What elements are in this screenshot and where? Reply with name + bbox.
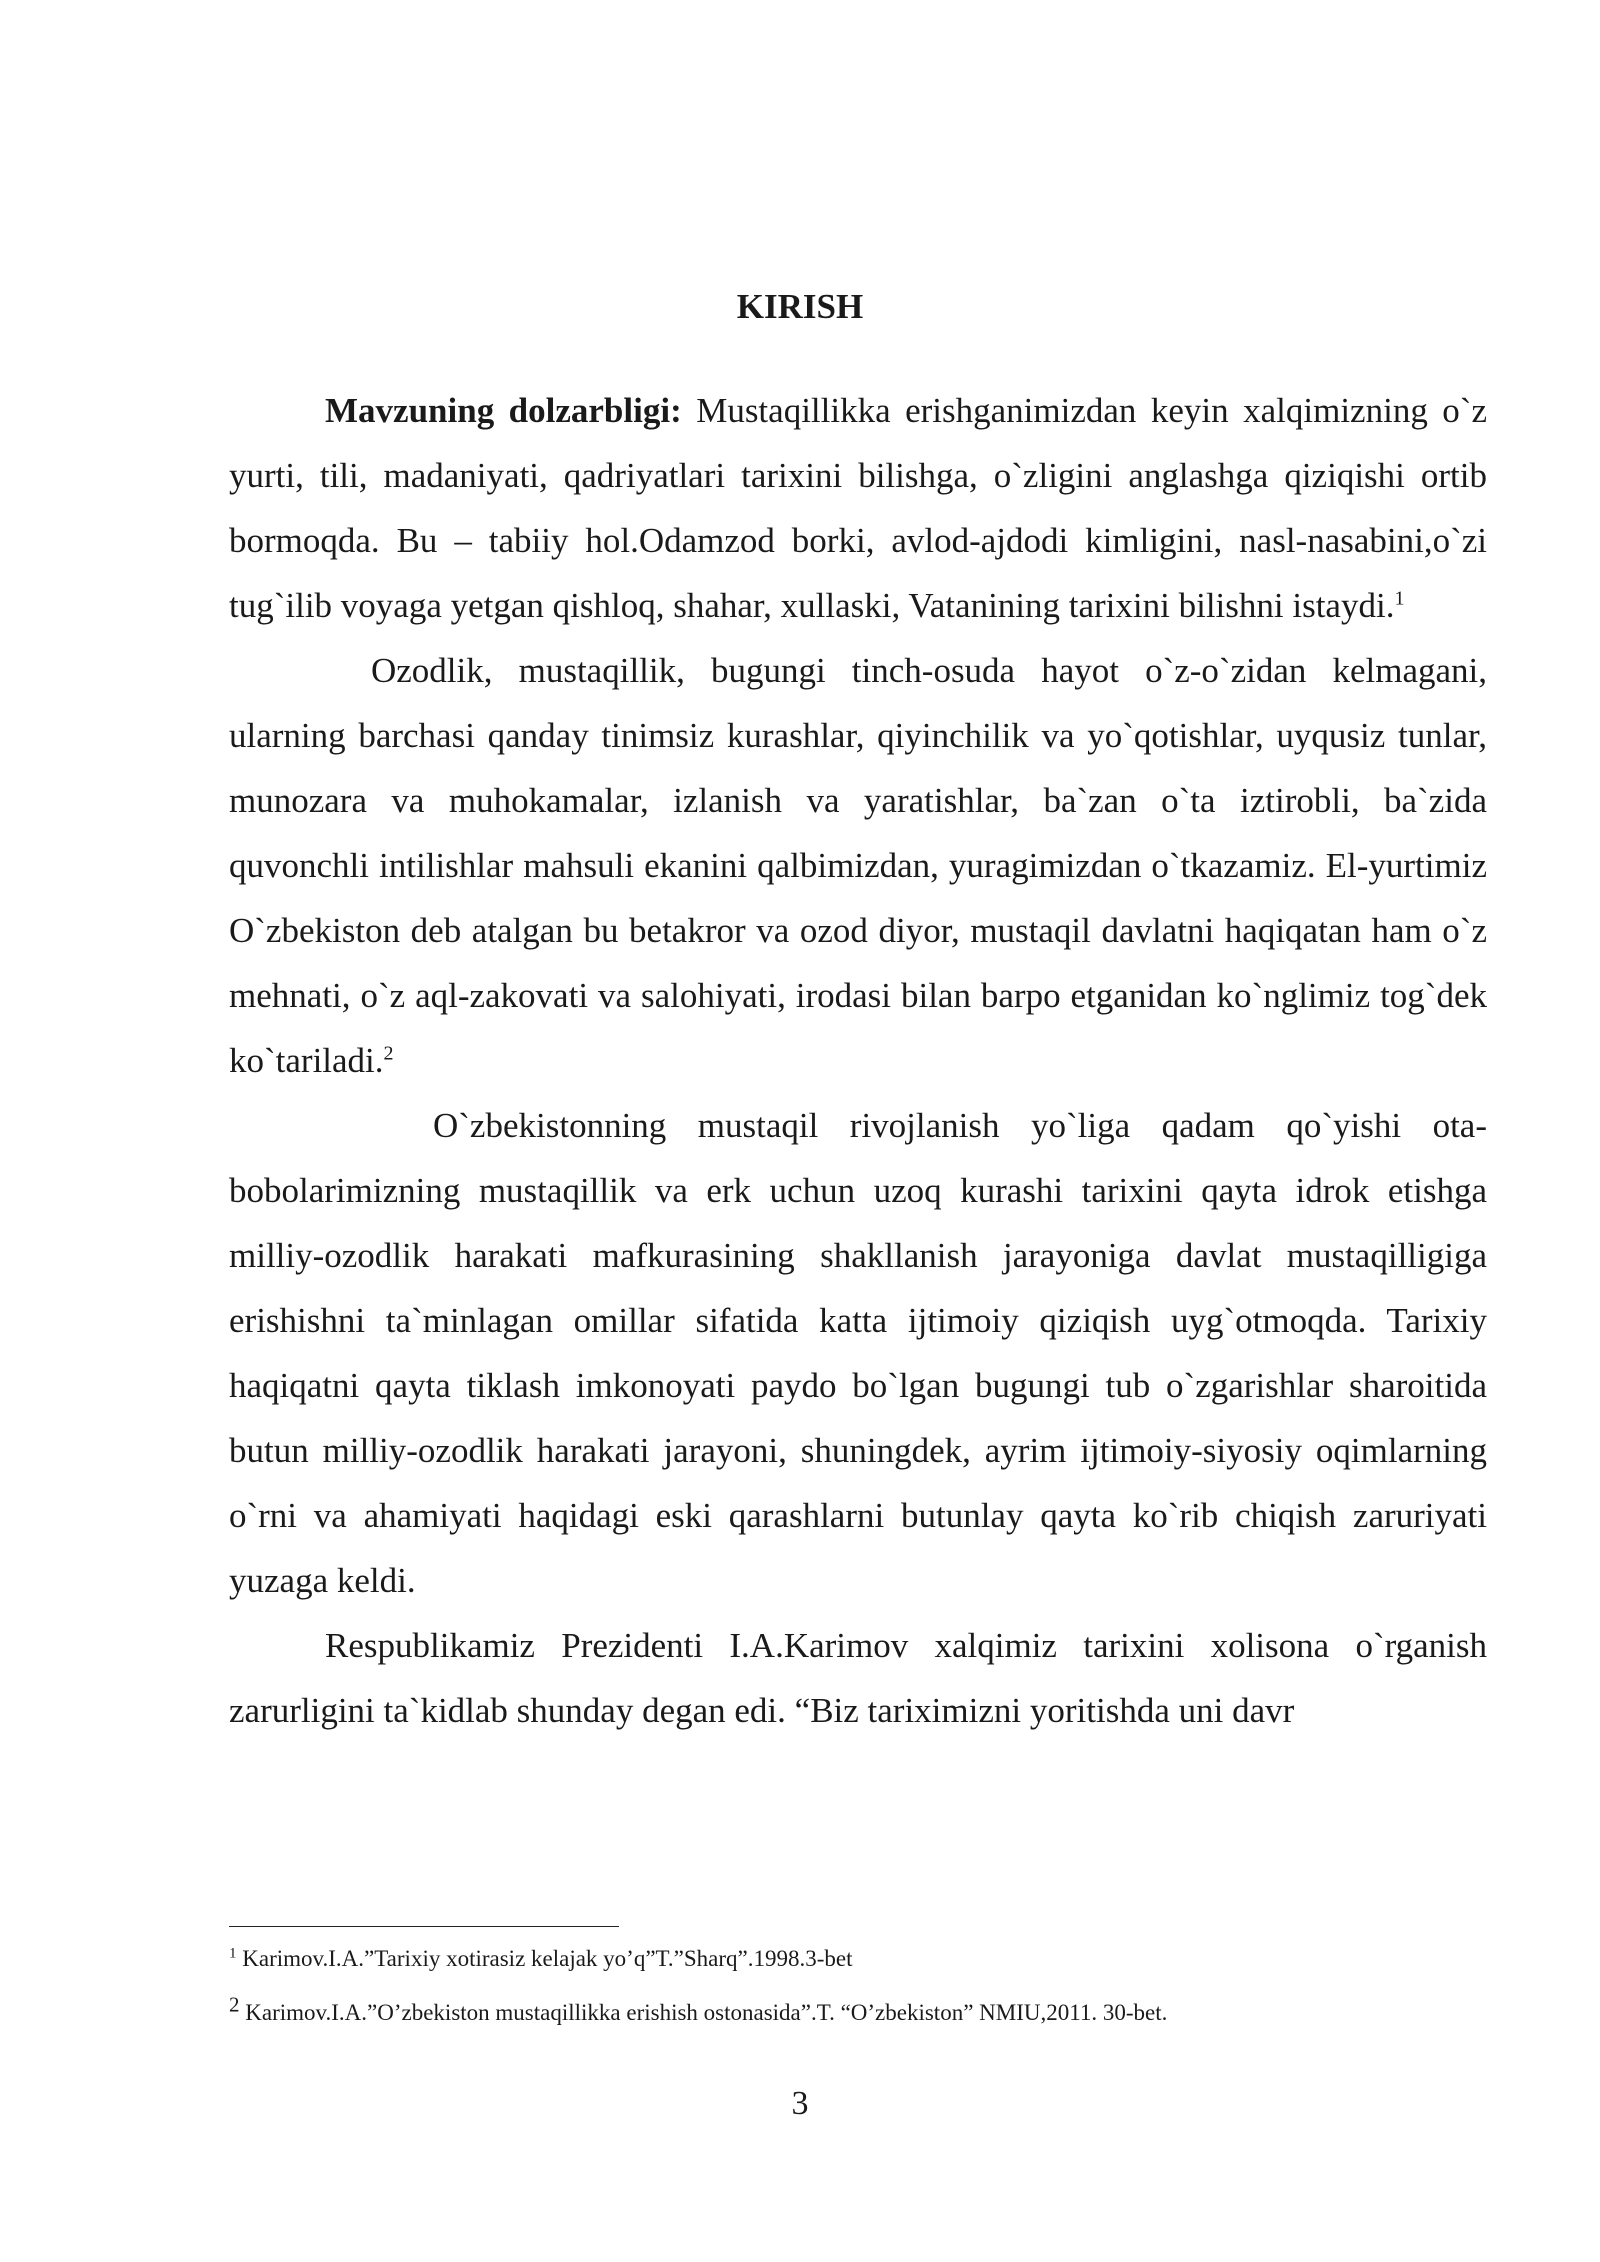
paragraph-text: O`zbekistonning mustaqil rivojlanish yo`liga qadam qo`yishi ota-bobolarimizning mustaqillik va erk uchun uzoq kurashi tarixini qayta idrok etishga milliy-ozodlik harakati mafkurasining shakllanish jarayoniga davlat mustaqilligiga erishishni ta`minlagan omillar sifatida katta ijtimoiy qiziqish uyg`otmoqda. Tarixiy haqiqatni qayta tiklash imkonoyati paydo bo`lgan bugungi tub o`zgarishlar sharoitida butun milliy-ozodlik harakati jarayoni, shuningdek, ayrim ijtimoiy-siyosiy oqimlarning o`rni va ahamiyati haqidagi eski qarashlarni butunlay qayta ko`rib chiqish zaruriyati yuzaga keldi. [229, 1106, 1487, 1600]
paragraph-independence-path [229, 1093, 1487, 1613]
body-text [229, 378, 1487, 1743]
footnote-mark: 1 [229, 1945, 237, 1962]
paragraph-relevance [229, 378, 1487, 638]
footnote-ref-2[interactable]: 2 [383, 1042, 394, 1065]
footnote-text: Karimov.I.A.”Tarixiy xotirasiz kelajak yo’q”T.”Sharq”.1998.3-bet [242, 1946, 853, 1971]
page-number: 3 [791, 2085, 809, 2122]
paragraph-lead: Mavzuning dolzarbligi: [325, 391, 682, 430]
footnote-separator [229, 1926, 619, 1927]
paragraph-text: Mustaqillikka erishganimizdan keyin xalqimizning o`z yurti, tili, madaniyati, qadriyatlari tarixini bilishga, o`zligini anglashga qiziqishi ortib bormoqda. Bu – tabiiy hol.Odamzod borki, avlod-ajdodi kimligini, nasl-nasabini,o`zi tug`ilib voyaga yetgan qishloq, shahar, xullaski, Vatanining tarixini bilishni istaydi. [229, 391, 1487, 625]
footnote-1 [229, 1944, 1487, 1974]
paragraph-text: Ozodlik, mustaqillik, bugungi tinch-osuda hayot o`z-o`zidan kelmagani, ularning barchasi qanday tinimsiz kurashlar, qiyinchilik va yo`qotishlar, uyqusiz tunlar, munozara va muhokamalar, izlanish va yaratishlar, ba`zan o`ta iztirobli, ba`zida quvonchli intilishlar mahsuli ekanini qalbimizdan, yuragimizdan o`tkazamiz. El-yurtimiz O`zbekiston deb atalgan bu betakror va ozod diyor, mustaqil davlatni haqiqatan ham o`z mehnati, o`z aql-zakovati va salohiyati, irodasi bilan barpo etganidan ko`nglimiz tog`dek ko`tariladi. [229, 651, 1487, 1080]
footnote-2 [229, 1992, 1487, 2028]
footnotes [229, 1944, 1487, 2028]
paragraph-freedom [229, 638, 1487, 1093]
footnote-ref-1[interactable]: 1 [1394, 587, 1405, 610]
page-title: KIRISH [736, 287, 864, 326]
paragraph-text: Respublikamiz Prezidenti I.A.Karimov xalqimiz tarixini xolisona o`rganish zarurligini ta`kidlab shunday degan edi. “Biz tariximizni yoritishda uni davr [229, 1626, 1487, 1730]
footnote-text: Karimov.I.A.”O’zbekiston mustaqillikka erishish ostonasida”.T. “O’zbekiston” NMIU,2011. 30-bet. [245, 2000, 1168, 2025]
footnote-mark: 2 [229, 1992, 240, 2017]
paragraph-president-quote [229, 1613, 1487, 1743]
